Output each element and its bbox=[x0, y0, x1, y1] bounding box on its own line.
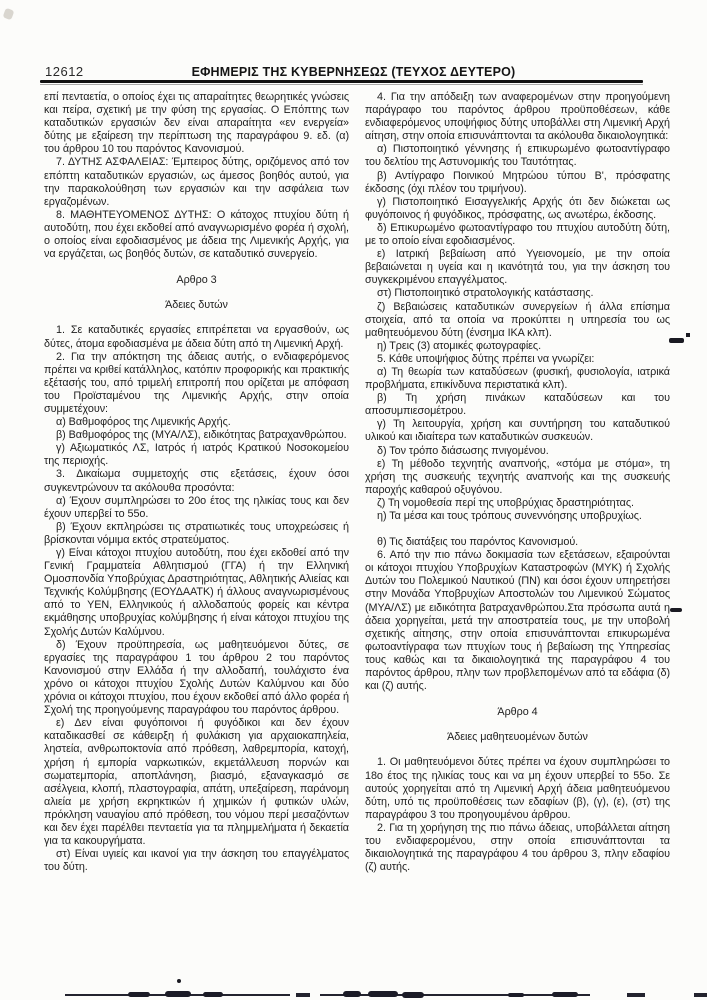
header-rule bbox=[40, 80, 643, 83]
paragraph: γ) Τη λειτουργία, χρήση και συντήρηση του καταδυτικού υλικού και ιδιαίτερα των καταδυτικών συσκευών. bbox=[365, 418, 670, 444]
paragraph: δ) Τον τρόπο διάσωσης πνιγομένου. bbox=[377, 444, 549, 457]
paragraph: β) Αντίγραφο Ποινικού Μητρώου τύπου Β', πρόσφατης έκδοσης (όχι πλέον του τριμήνου). bbox=[365, 169, 670, 195]
text-columns bbox=[44, 91, 670, 874]
scan-mark bbox=[686, 333, 690, 337]
paragraph: β) Τη χρήση πινάκων καταδύσεων και του αποσυμπιεσομέτρου. bbox=[365, 392, 670, 418]
scan-mark bbox=[670, 608, 682, 612]
paragraph: 8. ΜΑΘΗΤΕΥΟΜΕΝΟΣ ΔΥΤΗΣ: Ο κάτοχος πτυχίου δύτη ή αυτοδύτη, που έχει εκδοθεί από αναγνωρισμένο φορέα ή σχολή, ο οποίος είναι εφοδιασμένος με άδεια της Λιμενικής Αρχής, για να εργάζεται, ως βοηθός δυτών, σε καταδυτικό συνεργείο. bbox=[44, 208, 349, 261]
paragraph: 1. Σε καταδυτικές εργασίες επιτρέπεται να εργασθούν, ως δύτες, άτομα εφοδιασμένα με άδεια δύτη από τη Λιμενική Αρχή. bbox=[44, 324, 349, 350]
paragraph: γ) Αξιωματικός ΛΣ, Ιατρός ή ιατρός Κρατικού Νοσοκομείου της περιοχής. bbox=[44, 442, 349, 468]
article-heading: Άρθρο 4 bbox=[497, 706, 538, 719]
article-subheading: Άδειες μαθητευομένων δυτών bbox=[447, 731, 588, 744]
paragraph: 6. Από την πιο πάνω δοκιμασία των εξετάσεων, εξαιρούνται οι κάτοχοι πτυχίου Υποβρυχίων Καταστροφών (ΜΥΚ) ή Σχολής Δυτών του Πολεμικού Ναυτικού (ΠΝ) και όσοι έχουν υπηρετήσει στην Μονάδα Υποβρυχίων Αποστολών του Λιμενικού Σώματος (ΜΥΑ/ΛΣ) με ειδικότητα βατραχανθρώπου.Στα πρόσωπα αυτά η άδεια χορηγείται, μετά την αποστρατεία τους, με την υποβολή σχετικής αίτησης, στην οποία επισυνάπτονται επικυρωμένα φωτοαντίγραφα των πτυχίων τους ή βεβαίωση της Υπηρεσίας τους καθώς και τα δικαιολογητικά της παραγράφου 4 του παρόντος άρθρου, πλην των προβλεπομένων από τα εδάφια (δ) και (ζ) αυτής. bbox=[365, 549, 670, 693]
paragraph: α) Πιστοποιητικό γέννησης ή επικυρωμένο φωτοαντίγραφο του δελτίου της Αστυνομικής του Ταυτότητας. bbox=[365, 143, 670, 169]
paragraph: η) Τα μέσα και τους τρόπους συνεννόησης υποβρυχίως. bbox=[377, 510, 642, 522]
paragraph: 3. Δικαίωμα συμμετοχής στις εξετάσεις, έχουν όσοι συγκεντρώνουν τα ακόλουθα προσόντα: bbox=[44, 468, 349, 494]
paragraph: ζ) Τη νομοθεσία περί της υποβρύχιας δραστηριότητας. bbox=[377, 496, 634, 509]
paragraph: ε) Δεν είναι φυγόποινοι ή φυγόδικοι και δεν έχουν καταδικασθεί σε κάθειρξη ή φυλάκιση για αρχαιοκαπηλεία, ληστεία, ανθρωποκτονία από πρόθεση, λαθρεμπορία, κατοχή, χρήση ή εμπορία ναρκωτικών, εκμετάλλευση πορνών και σωματεμπορία, αποπλάνηση, βιασμό, εξαναγκασμό σε ασέλγεια, κλοπή, πλαστογραφία, απάτη, υπεξαίρεση, παράνομη αλιεία με χρήση εκρηκτικών ή χημικών ή φυτικών υλών, πρόκληση ναυαγίου από πρόθεση, του νόμου περί μεσαζόντων και δεν έχει παρέλθει πενταετία για τα πλημμελήματα ή δεκαετία για τα κακουργήματα. bbox=[44, 717, 349, 848]
right-column bbox=[365, 91, 670, 874]
article-subheading: Άδειες δυτών bbox=[165, 299, 228, 312]
paragraph: γ) Πιστοποιητικό Εισαγγελικής Αρχής ότι δεν διώκεται ως φυγόποινος ή φυγόδικος, πρόσφατης, ως ανωτέρω, έκδοσης. bbox=[365, 195, 670, 221]
paragraph: στ) Πιστοποιητικό στρατολογικής κατάστασης. bbox=[377, 287, 594, 300]
scan-mark bbox=[669, 338, 684, 343]
scan-mark bbox=[177, 979, 181, 983]
paragraph: 5. Κάθε υποψήφιος δύτης πρέπει να γνωρίζει: bbox=[377, 352, 595, 365]
paragraph: δ) Επικυρωμένο φωτοαντίγραφο του πτυχίου αυτοδύτη δύτη, με το οποίο είναι εφοδιασμένος. bbox=[365, 221, 670, 248]
paragraph: α) Έχουν συμπληρώσει το 20ο έτος της ηλικίας τους και δεν έχουν υπερβεί το 55ο. bbox=[44, 494, 349, 520]
article-heading: Αρθρο 3 bbox=[176, 274, 217, 287]
scan-smudge bbox=[3, 8, 15, 20]
left-column bbox=[44, 91, 349, 874]
paragraph: ζ) Βεβαιώσεις καταδυτικών συνεργείων ή άλλα επίσημα στοιχεία, από τα οποία να προκύπτει η υπηρεσία του ως μαθητευόμενου δύτη (ένσημα ΙΚΑ κλπ). bbox=[365, 300, 670, 339]
paragraph: επί πενταετία, ο οποίος έχει τις απαραίτητες θεωρητικές γνώσεις και πείρα, σχετική με την φύση της εργασίας. Ο Επόπτης των καταδυτικών εργασιών δεν είναι απαραίτητα «εν ενεργεία» δύτης με εξαίρεση την περίπτωση της παραγράφου 9. εδ. (α) του άρθρου 10 του παρόντος Κανονισμού. bbox=[44, 91, 349, 156]
header-rule-shadow bbox=[40, 84, 643, 85]
paragraph: 1. Οι μαθητευόμενοι δύτες πρέπει να έχουν συμπληρώσει το 18ο έτος της ηλικίας τους και να μη έχουν υπερβεί το 55ο. Σε αυτούς χορηγείται από τη Λιμενική Αρχή άδεια μαθητευόμενου δύτη, υπό τις προϋποθέσεις των εδαφίων (β), (γ), (ε), (στ) της παραγράφου 3 του προηγουμένου άρθρου. bbox=[365, 756, 670, 821]
paragraph: 2. Για την απόκτηση της άδειας αυτής, ο ενδιαφερόμενος πρέπει να κριθεί κατάλληλος, κατόπιν προφορικής και πρακτικής εξέτασής του, από τριμελή επιτροπή που ορίζεται με απόφαση του Προϊσταμένου της Λιμενικής Αρχής, στην οποία συμμετέχουν: bbox=[44, 350, 349, 415]
page-title: ΕΦΗΜΕΡΙΣ ΤΗΣ ΚΥΒΕΡΝΗΣΕΩΣ (ΤΕΥΧΟΣ ΔΕΥΤΕΡΟ) bbox=[191, 65, 516, 79]
page-number: 12612 bbox=[45, 64, 84, 79]
paragraph: ε) Ιατρική βεβαίωση από Υγειονομείο, με την οποία βεβαιώνεται η υγεία και η ικανότητά του, για την άσκηση του συγκεκριμένου επαγγέλματος. bbox=[365, 248, 670, 287]
paragraph: α) Βαθμοφόρος της Λιμενικής Αρχής. bbox=[56, 416, 231, 429]
paragraph: α) Τη θεωρία των καταδύσεων (φυσική, φυσιολογία, ιατρικά προβλήματα, επικίνδυνα περιστατικά κλπ). bbox=[365, 365, 670, 392]
paragraph: β) Βαθμοφόρος της (ΜΥΑ/ΛΣ), ειδικότητας βατραχανθρώπου. bbox=[56, 429, 347, 442]
paragraph: γ) Είναι κάτοχοι πτυχίου αυτοδύτη, που έχει εκδοθεί από την Γενική Γραμματεία Αθλητισμού (ΓΓΑ) ή την Ελληνική Ομοσπονδία Υποβρύχιας Δραστηριότητας, Αθλητικής Αλιείας και Τεχνικής Κολύμβησης (ΕΟΥΔΑΑΤΚ) ή άλλους αναγνωρισμένους από το ΥΕΝ, Ελληνικούς ή αλλοδαπούς φορείς και κέντρα εκμάθησης υποβρυχίας κολύμβησης ή είναι κάτοχοι πτυχίου της Σχολής Δυτών Καλύμνου. bbox=[44, 547, 349, 638]
paragraph: η) Τρεις (3) ατομικές φωτογραφίες. bbox=[377, 339, 542, 352]
paragraph: 7. ΔΥΤΗΣ ΑΣΦΑΛΕΙΑΣ: Έμπειρος δύτης, οριζόμενος από τον επόπτη καταδυτικών εργασιών, ως άμεσος βοηθός αυτού, για την παρακολούθηση των εργασιών και την ασφάλεια των εργαζομένων. bbox=[44, 156, 349, 208]
paragraph: 4. Για την απόδειξη των αναφερομένων στην προηγούμενη παράγραφο του παρόντος άρθρου προϋποθέσεων, κάθε ενδιαφερόμενος υποψήφιος δύτης υποβάλλει στη Λιμενική Αρχή αίτηση, στην οποία επισυνάπτονται τα ακόλουθα δικαιολογητικά: bbox=[365, 91, 670, 143]
paragraph: στ) Είναι υγιείς και ικανοί για την άσκηση του επαγγέλματος του δύτη. bbox=[44, 848, 349, 874]
paragraph: 2. Για τη χορήγηση της πιο πάνω άδειας, υποβάλλεται αίτηση του ενδιαφερομένου, στην οποία επισυνάπτονται τα δικαιολογητικά της παραγράφου 4 του άρθρου 3, πλην εδαφίου (ζ) αυτής. bbox=[365, 821, 670, 874]
paragraph: δ) Έχουν προϋπηρεσία, ως μαθητευόμενοι δύτες, σε εργασίες της παραγράφου 1 του άρθρου 2 του παρόντος Κανονισμού στην Ελλάδα ή την αλλοδαπή, τουλάχιστο ένα χρόνο οι κάτοχοι πτυχίου Σχολής Δυτών Καλύμνου και δύο χρόνια οι κάτοχοι πτυχίου, που έχουν εκδοθεί από άλλο φορέα ή Σχολή της προηγούμενης παραγράφου του παρόντος άρθρου. bbox=[44, 638, 349, 717]
paragraph: θ) Τις διατάξεις του παρόντος Κανονισμού. bbox=[377, 536, 579, 549]
paragraph: β) Έχουν εκπληρώσει τις στρατιωτικές τους υποχρεώσεις ή βρίσκονται νόμιμα εκτός στρατεύματος. bbox=[44, 520, 349, 546]
paragraph: ε) Τη μέθοδο τεχνητής αναπνοής, «στόμα με στόμα», τη χρήση της συσκευής τεχνητής αναπνοής και της συσκευής παροχής καθαρού οξυγόνου. bbox=[365, 457, 670, 496]
